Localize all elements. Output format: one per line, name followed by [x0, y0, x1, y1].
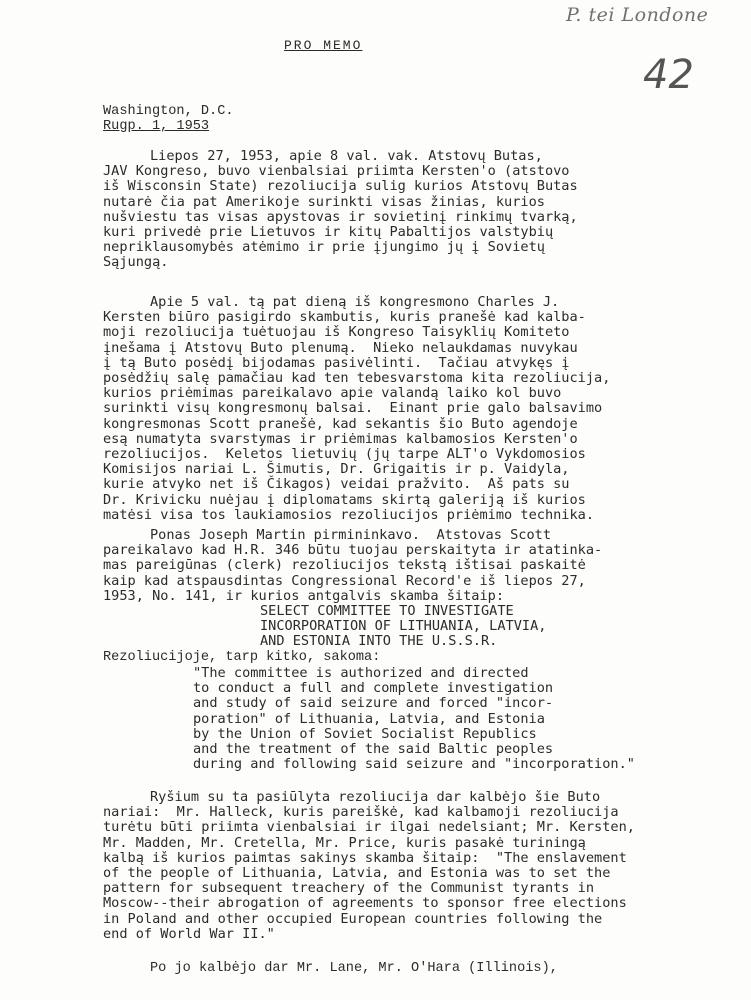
memo-date: Rugp. 1, 1953: [103, 119, 210, 134]
paragraph-1: Liepos 27, 1953, apie 8 val. vak. Atstovų Butas, JAV Kongreso, buvo vienbalsiai priimta Kersten'o (atstovo iš Wisconsin State) rezoliucija sulig kurios Atstovų Butas nutarė čia pat Amerikoje surinkti visas žinias, kurios nušviestu tas visas apystovas ir sovietinį rinkimų tvarką, kuri privedė prie Lietuvos ir kitų Pabaltijos valstybių nepriklausomybės atėmimo ir prie įjungimo jų į Sovietų Sąjungą.: [103, 148, 578, 271]
resolution-intro: Rezoliucijoje, tarp kitko, sakoma:: [103, 650, 381, 665]
paragraph-4: Ryšium su ta pasiūlyta rezoliucija dar kalbėjo šie Buto nariai: Mr. Halleck, kuris pareiškė, kad kalbamoji rezoliucija turėtu būti priimta vienbalsiai ir ilgai nedelsiant; Mr. Kersten, Mr. Madden, Mr. Cretella, Mr. Price, kuris pasakė turiningą kalbą iš kurios paimtas sakinys skamba šitaip: "The enslavement of the people of Lithuania, Latvia, and Estonia was to set the pattern for subsequent treachery of the Communist tyrants in Moscow--their abrogation of agreements to sponsor free elections in Poland and other occupied European countries following the end of World War II.": [103, 789, 635, 942]
memo-place: Washington, D.C.: [103, 104, 234, 119]
resolution-heading: SELECT COMMITTEE TO INVESTIGATE INCORPORATION OF LITHUANIA, LATVIA, AND ESTONIA INTO THE U.S.S.R.: [260, 603, 547, 650]
resolution-quote: "The committee is authorized and directed to conduct a full and complete investigation and study of said seizure and forced "incor- poration" of Lithuania, Latvia, and Estonia by the Union of Soviet Socialist Republics and the treatment of the said Baltic peoples during and following said seizure and "incorporation.": [193, 665, 635, 773]
paragraph-3: Ponas Joseph Martin pirmininkavo. Atstovas Scott pareikalavo kad H.R. 346 būtu tuojau perskaityta ir atatinka- mas pareigūnas (clerk) rezoliucijos tekstą ištisai paskaitė kaip kad atspausdintas Congressional Record'e iš liepos 27, 1953, No. 141, ir kurios antgalvis skamba šitaip:: [103, 527, 603, 604]
memo-title: PRO MEMO: [284, 38, 363, 53]
paragraph-5: Po jo kalbėjo dar Mr. Lane, Mr. O'Hara (Illinois),: [150, 961, 558, 976]
paragraph-2: Apie 5 val. tą pat dieną iš kongresmono Charles J. Kersten biūro pasigirdo skambutis, kuris pranešė kad kalba- moji rezoliucija tuėtuojau iš Kongreso Taisyklių Komiteto įnešama į Atstovų Buto plenumą. Nieko nelaukdamas nuvykau į tą Buto posėdį bijodamas pasivėlinti. Tačiau atvykęs į posėdžių salę pamačiau kad ten tebesvarstoma kita rezoliucija, kurios priėmimas pareikalavo apie valandą laiko kol buvo surinkti visų kongresmonų balsai. Einant prie galo balsavimo kongresmonas Scott pranešė, kad sekantis šio Buto agendoje esą numatyta svarstymas ir priėmimas kalbamosios Kersten'o rezoliucijos. Keletos lietuvių (jų tarpe ALT'o Vykdomosios Komisijos nariai L. Šimutis, Dr. Grigaitis ir p. Vaidyla, kurie atvyko net iš Čikagos) veidai pražvito. Aš pats su Dr. Krivicku nuėjau į diplomatams skirtą galeriją iš kurios matėsi visa tos laukiamosios rezoliucijos priėmimo technika.: [103, 294, 611, 523]
handwritten-page-number: 42: [643, 52, 694, 98]
handwritten-note: P. tei Londone: [566, 4, 709, 26]
